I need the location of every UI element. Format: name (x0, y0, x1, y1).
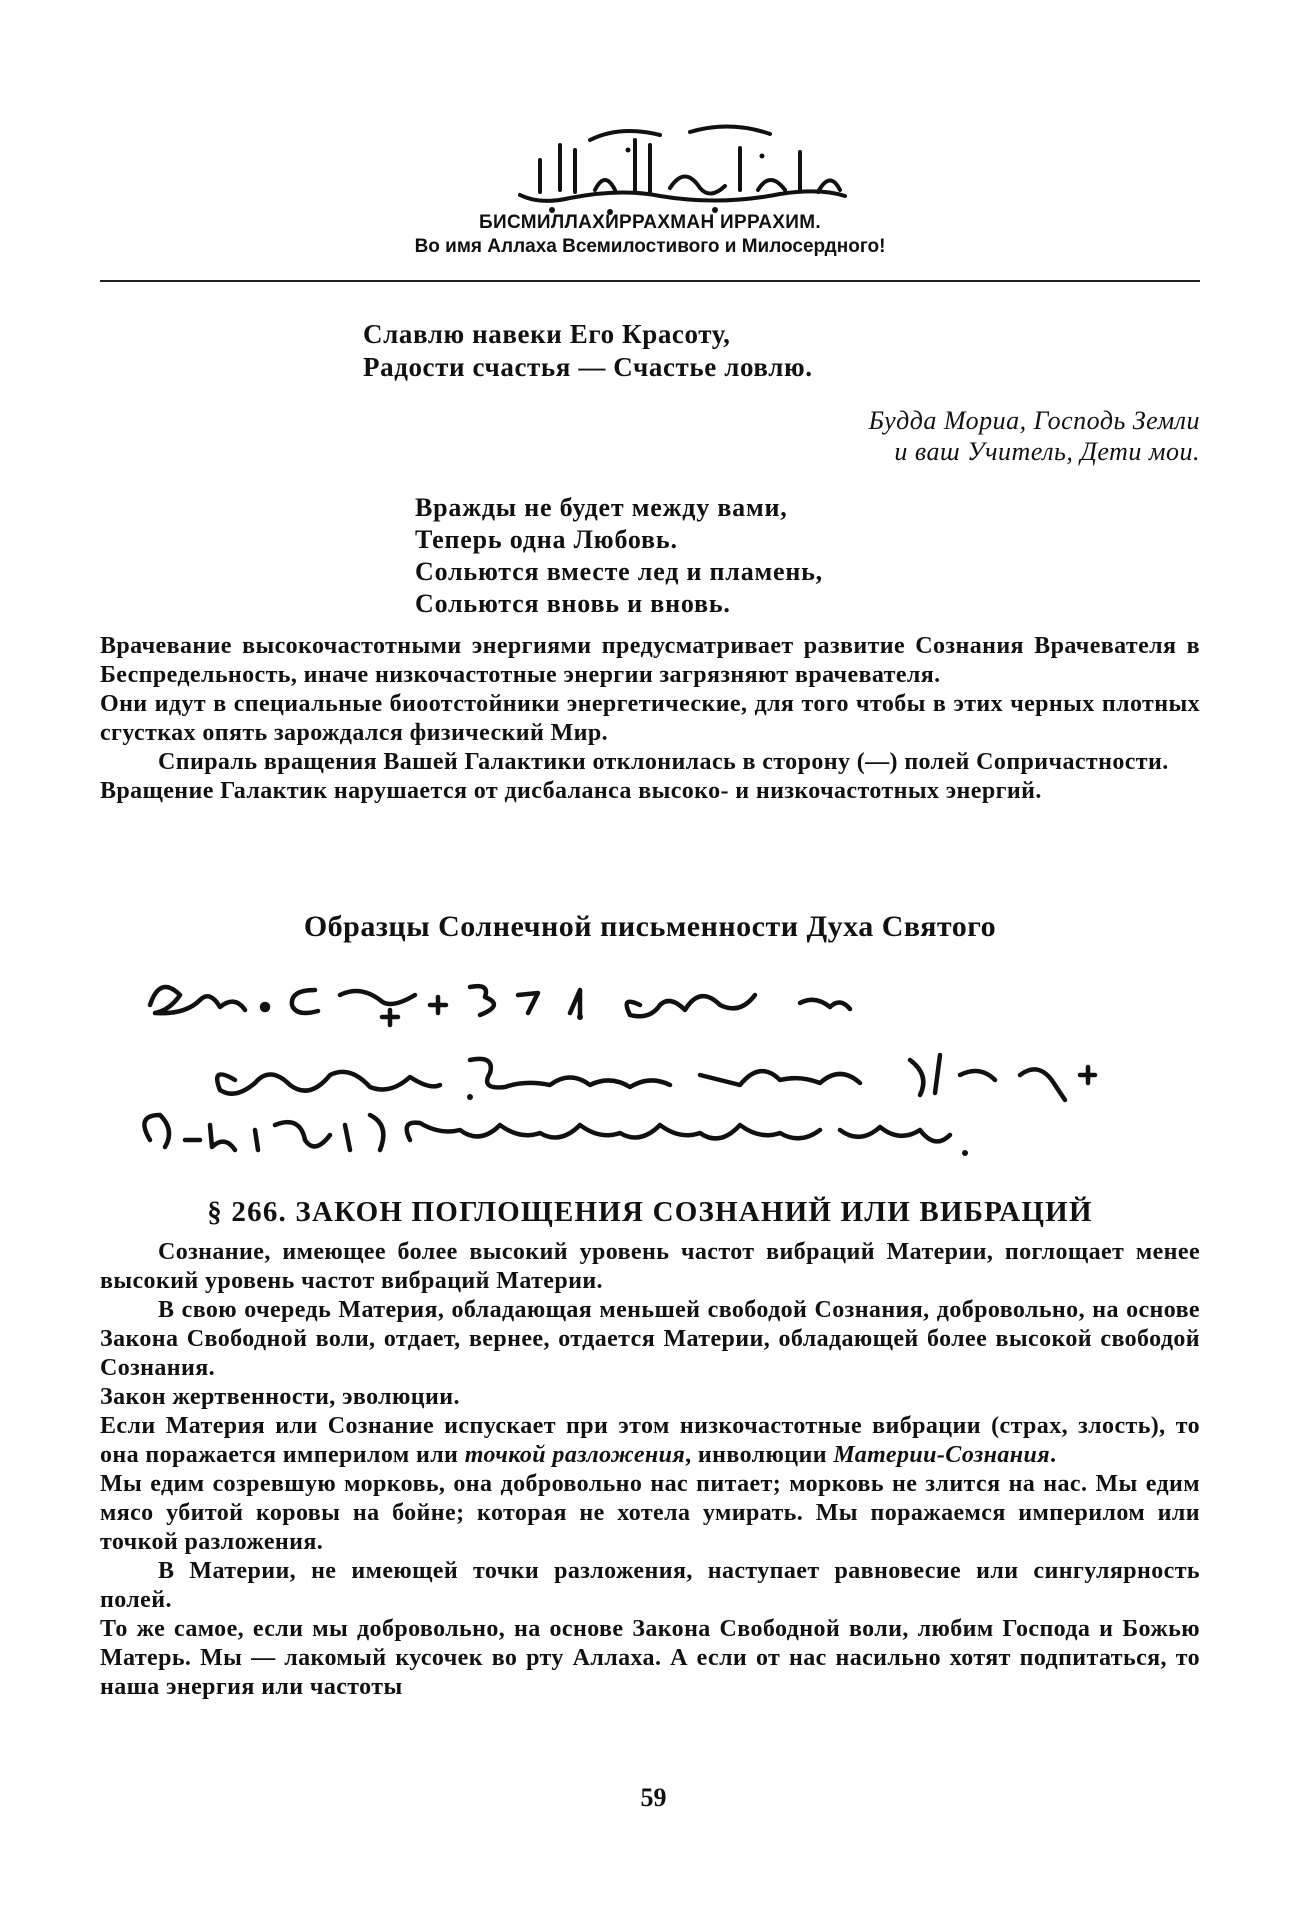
poem-line: Вражды не будет между вами, (415, 493, 788, 522)
paragraph: Спираль вращения Вашей Галактики отклонилась в сторону (—) полей Сопричастности. (158, 749, 1169, 775)
opening-poem (363, 318, 813, 384)
bismillah-calligraphy (500, 110, 860, 220)
poem-line: Теперь одна Любовь. (415, 525, 678, 554)
emphasis-text: точкой разложения (464, 1442, 686, 1468)
paragraph: В Материи, не имеющей точки разложения, наступает равновесие или сингулярность полей. (100, 1558, 1200, 1613)
poem-attribution (869, 405, 1200, 467)
basmala-header (100, 212, 1200, 258)
paragraph: Врачевание высокочастотными энергиями предусматривает развитие Сознания Врачевателя в Беспредельность, иначе низкочастотные энергии загрязняют врачевателя. (100, 633, 1200, 688)
poem-line: Славлю навеки Его Красоту, (363, 319, 731, 349)
paragraph: Вращение Галактик нарушается от дисбаланса высоко- и низкочастотных энергий. (100, 778, 1042, 804)
paragraph-text: Если Материя или Сознание испускает при этом низкочастотные вибрации (страх, злость), то она поражается империлом или (100, 1413, 1200, 1468)
second-poem (415, 492, 823, 620)
basmala-translation: Во имя Аллаха Всемилостивого и Милосердного! (414, 236, 886, 257)
header-divider (100, 280, 1200, 282)
paragraph-text: . (1050, 1442, 1057, 1468)
paragraph: Мы едим созревшую морковь, она добровольно нас питает; морковь не злится на нас. Мы едим мясо убитой коровы на бойне; которая не хотела умирать. Мы поражаемся империлом или точкой разложения. (100, 1471, 1200, 1555)
paragraph: В свою очередь Материя, обладающая меньшей свободой Сознания, добровольно, на основе Закона Свободной воли, отдает, вернее, отдается Материи, обладающей более высокой свободой Сознания. (100, 1297, 1200, 1381)
basmala-transliteration: БИСМИЛЛАХИРРАХМАН ИРРАХИМ. (479, 212, 821, 233)
poem-line: Радости счастья — Счастье ловлю. (363, 352, 813, 382)
page-number: 59 (640, 1783, 667, 1812)
solar-script-samples (140, 965, 1200, 1165)
paragraph: То же самое, если мы добровольно, на основе Закона Свободной воли, любим Господа и Божью Матерь. Мы — лакомый кусочек во рту Аллаха. А если от нас насильно хотят подпитаться, то наша энергия или частоты (100, 1616, 1200, 1700)
paragraph-text: , инволюции (685, 1442, 834, 1468)
paragraph: Они идут в специальные биоотстойники энергетические, для того чтобы в этих черных плотных сгустках опять зарождался физический Мир. (100, 691, 1200, 746)
emphasis-text: Материи-Сознания (833, 1442, 1051, 1468)
attribution-line: Будда Мориа, Господь Земли (868, 406, 1200, 435)
paragraph: Сознание, имеющее более высокий уровень частот вибраций Материи, поглощает менее высокий уровень частот вибраций Материи. (100, 1239, 1200, 1294)
poem-line: Сольются вновь и вновь. (415, 589, 731, 618)
paragraph: Закон жертвенности, эволюции. (100, 1384, 460, 1410)
attribution-line: и ваш Учитель, Дети мои. (894, 437, 1200, 466)
poem-line: Сольются вместе лед и пламень, (415, 557, 823, 586)
healing-paragraphs (100, 632, 1200, 806)
section-heading: § 266. ЗАКОН ПОГЛОЩЕНИЯ СОЗНАНИЙ ИЛИ ВИБРАЦИЙ (207, 1196, 1093, 1228)
samples-heading: Образцы Солнечной письменности Духа Святого (303, 910, 997, 943)
law-paragraphs (100, 1238, 1200, 1702)
paragraph-with-emphasis (100, 1412, 1200, 1470)
